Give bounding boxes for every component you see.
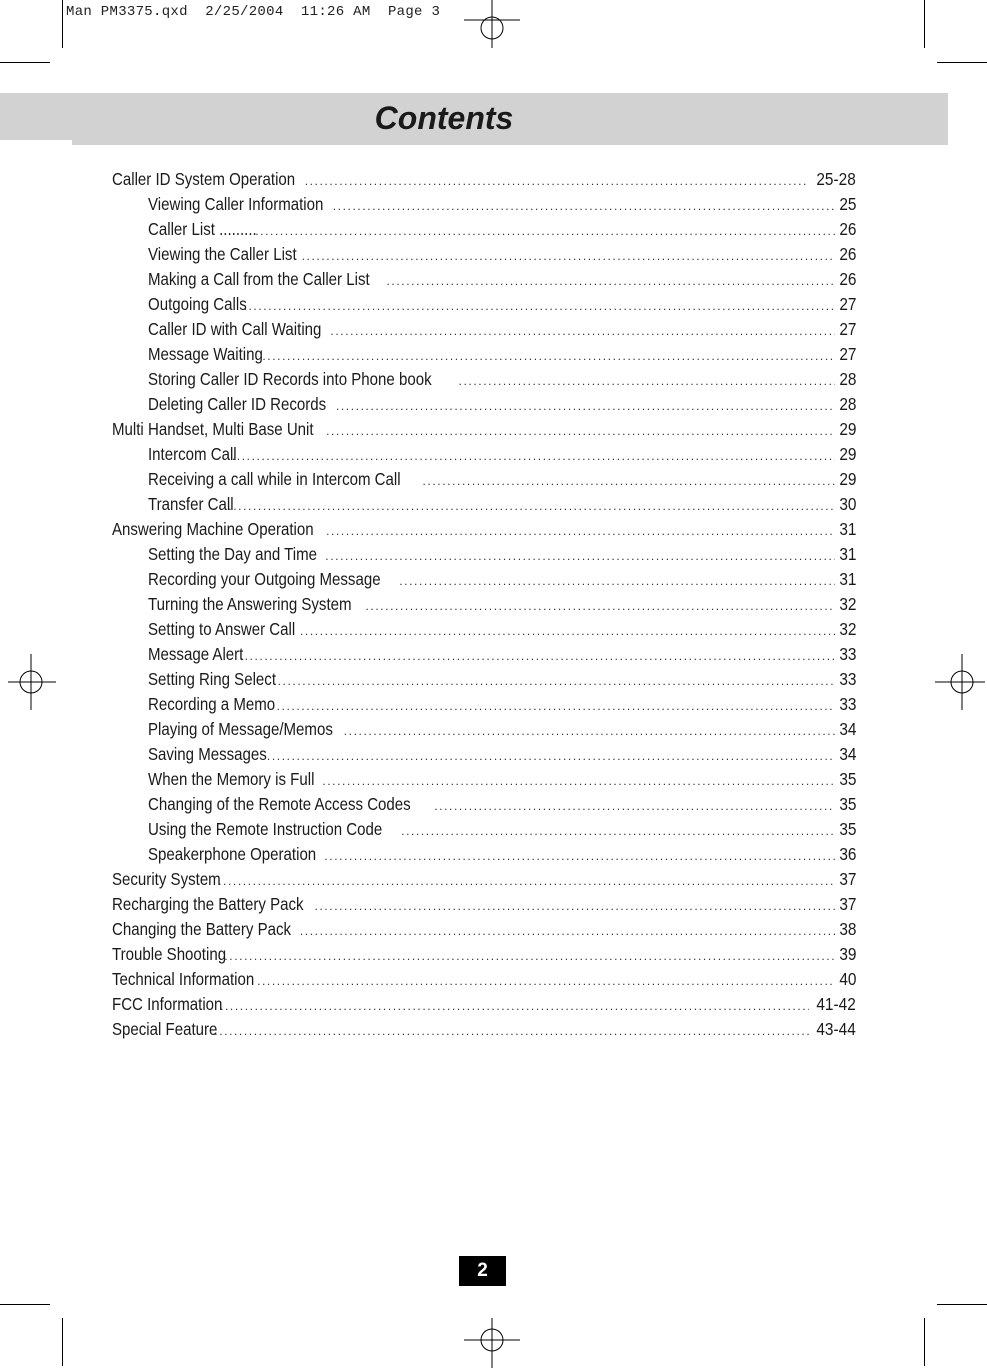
toc-subentry[interactable]	[112, 267, 856, 292]
registration-mark-icon	[935, 654, 987, 710]
toc-subentry[interactable]	[112, 742, 856, 767]
toc-entry[interactable]	[112, 942, 856, 967]
toc-entry-page: 39	[838, 944, 856, 964]
dot-leader	[330, 319, 834, 344]
toc-subentry[interactable]	[112, 242, 856, 267]
toc-subentry[interactable]	[112, 767, 856, 792]
toc-entry-page: 35	[838, 794, 856, 814]
toc-entry-page: 36	[838, 844, 856, 864]
toc-entry-page: 28	[838, 394, 856, 414]
crop-mark	[937, 1304, 987, 1305]
toc-entry-label: Transfer Call	[148, 494, 234, 514]
toc-entry-page: 33	[838, 694, 856, 714]
header-notch	[0, 140, 72, 145]
toc-entry-page: 29	[838, 444, 856, 464]
toc-entry[interactable]	[112, 892, 856, 917]
toc-entry-page: 26	[838, 269, 856, 289]
toc-subentry[interactable]	[112, 817, 856, 842]
toc-entry-page: 34	[838, 744, 856, 764]
toc-entry-label: Recording a Memo	[148, 694, 276, 714]
dot-leader	[423, 469, 835, 494]
toc-entry-label: Special Feature	[112, 1019, 218, 1039]
toc-entry-label: Caller ID System Operation	[112, 169, 296, 189]
toc-entry-page: 43-44	[816, 1019, 856, 1039]
crop-mark	[62, 0, 63, 48]
crop-mark	[924, 1318, 925, 1366]
toc-entry-label: Caller ID with Call Waiting	[148, 319, 322, 339]
toc-subentry[interactable]	[112, 192, 856, 217]
dot-leader	[244, 294, 835, 319]
dot-leader	[326, 519, 834, 544]
toc-entry-page: 26	[838, 244, 856, 264]
toc-subentry[interactable]	[112, 717, 856, 742]
toc-entry-label: FCC Information	[112, 994, 223, 1014]
toc-entry-label: Setting to Answer Call	[148, 619, 296, 639]
dot-leader	[300, 619, 835, 644]
dot-leader	[344, 719, 835, 744]
toc-subentry[interactable]	[112, 492, 856, 517]
toc-subentry[interactable]	[112, 692, 856, 717]
toc-entry-label: Playing of Message/Memos	[148, 719, 333, 739]
toc-entry-page: 33	[838, 669, 856, 689]
dot-leader	[278, 669, 835, 694]
toc-entry-page: 32	[838, 619, 856, 639]
toc-entry-label: Changing the Battery Pack	[112, 919, 292, 939]
toc-entry-label: Deleting Caller ID Records	[148, 394, 327, 414]
toc-entry[interactable]	[112, 967, 856, 992]
toc-entry[interactable]	[112, 167, 856, 192]
dot-leader	[305, 169, 810, 194]
toc-entry-page: 30	[838, 494, 856, 514]
toc-entry-label: Viewing Caller Information	[148, 194, 324, 214]
dot-leader	[262, 344, 834, 369]
toc-subentry[interactable]	[112, 792, 856, 817]
toc-entry-page: 37	[838, 869, 856, 889]
toc-entry-page: 26	[838, 219, 856, 239]
dot-leader	[324, 844, 834, 869]
dot-leader	[322, 769, 834, 794]
toc-entry-page: 28	[838, 369, 856, 389]
dot-leader	[300, 919, 835, 944]
toc-entry[interactable]	[112, 917, 856, 942]
toc-subentry[interactable]	[112, 342, 856, 367]
toc-subentry[interactable]	[112, 842, 856, 867]
toc-entry-label: Storing Caller ID Records into Phone book	[148, 369, 432, 389]
dot-leader	[326, 419, 834, 444]
toc-entry-label: Technical Information	[112, 969, 255, 989]
toc-subentry[interactable]	[112, 667, 856, 692]
toc-entry-label: Viewing the Caller List	[148, 244, 297, 264]
toc-entry-label: Turning the Answering System	[148, 594, 352, 614]
toc-entry-label: Answering Machine Operation	[112, 519, 314, 539]
toc-entry-page: 29	[838, 419, 856, 439]
toc-entry-page: 25-28	[816, 169, 856, 189]
toc-entry-page: 27	[838, 344, 856, 364]
toc-entry-label: Setting Ring Select	[148, 669, 277, 689]
dot-leader	[218, 869, 834, 894]
crop-mark	[62, 1318, 63, 1366]
toc-entry[interactable]	[112, 867, 856, 892]
toc-entry-page: 41-42	[816, 994, 856, 1014]
toc-entry-label: Recording your Outgoing Message	[148, 569, 381, 589]
toc-subentry[interactable]	[112, 217, 856, 242]
toc-entry-label: Setting the Day and Time	[148, 544, 317, 564]
toc-entry-page: 29	[838, 469, 856, 489]
dot-leader	[434, 794, 834, 819]
toc-entry-label: Outgoing Calls	[148, 294, 247, 314]
crop-mark	[937, 62, 987, 63]
dot-leader	[401, 819, 834, 844]
toc-subentry[interactable]	[112, 317, 856, 342]
toc-subentry[interactable]	[112, 292, 856, 317]
dot-leader	[277, 694, 835, 719]
toc-subentry[interactable]	[112, 567, 856, 592]
dot-leader	[333, 194, 835, 219]
toc-entry-page: 35	[838, 769, 856, 789]
dot-leader	[399, 569, 834, 594]
toc-entry-page: 33	[838, 644, 856, 664]
toc-entry-label: Using the Remote Instruction Code	[148, 819, 383, 839]
toc-entry-label: Multi Handset, Multi Base Unit	[112, 419, 314, 439]
dot-leader	[220, 994, 809, 1019]
page-number: 2	[459, 1256, 506, 1286]
toc-subentry[interactable]	[112, 642, 856, 667]
crop-mark	[0, 62, 50, 63]
toc-entry-label: Intercom Call	[148, 444, 237, 464]
page-title: Contents	[374, 100, 514, 136]
toc-subentry[interactable]	[112, 592, 856, 617]
toc-entry-page: 25	[838, 194, 856, 214]
dot-leader	[255, 219, 834, 244]
toc-entry-label: Receiving a call while in Intercom Call	[148, 469, 401, 489]
toc-entry-page: 32	[838, 594, 856, 614]
dot-leader	[240, 644, 835, 669]
dot-leader	[325, 544, 834, 569]
dot-leader	[314, 894, 834, 919]
table-of-contents	[112, 167, 856, 1042]
registration-mark-icon	[464, 1312, 520, 1368]
toc-entry-label: Message Alert	[148, 644, 244, 664]
registration-mark-icon	[464, 0, 520, 56]
toc-entry[interactable]	[112, 1017, 856, 1042]
toc-entry-label: Making a Call from the Caller List	[148, 269, 370, 289]
toc-entry-page: 31	[838, 519, 856, 539]
registration-mark-icon	[0, 654, 56, 710]
toc-entry-page: 38	[838, 919, 856, 939]
toc-subentry[interactable]	[112, 617, 856, 642]
toc-entry-page: 27	[838, 294, 856, 314]
dot-leader	[365, 594, 834, 619]
toc-entry[interactable]	[112, 517, 856, 542]
toc-subentry[interactable]	[112, 367, 856, 392]
toc-entry-label: Recharging the Battery Pack	[112, 894, 304, 914]
dot-leader	[336, 394, 835, 419]
toc-entry-page: 31	[838, 569, 856, 589]
dot-leader	[257, 969, 834, 994]
toc-entry-label: Speakerphone Operation	[148, 844, 317, 864]
toc-entry-page: 31	[838, 544, 856, 564]
toc-entry-page: 40	[838, 969, 856, 989]
toc-entry-label: Changing of the Remote Access Codes	[148, 794, 411, 814]
toc-entry-label: Message Waiting	[148, 344, 263, 364]
print-slug: Man PM3375.qxd 2/25/2004 11:26 AM Page 3	[66, 4, 441, 20]
dot-leader	[228, 494, 834, 519]
toc-subentry[interactable]	[112, 442, 856, 467]
dot-leader	[267, 744, 835, 769]
dot-leader	[232, 444, 835, 469]
toc-subentry[interactable]	[112, 467, 856, 492]
crop-mark	[924, 0, 925, 48]
dot-leader	[459, 369, 835, 394]
toc-entry-label: Security System	[112, 869, 221, 889]
toc-entry-page: 34	[838, 719, 856, 739]
toc-entry-label: Caller List .........	[148, 219, 257, 239]
dot-leader	[387, 269, 835, 294]
toc-entry-label: When the Memory is Full	[148, 769, 315, 789]
toc-entry-label: Trouble Shooting	[112, 944, 227, 964]
toc-entry[interactable]	[112, 417, 856, 442]
dot-leader	[302, 244, 835, 269]
toc-entry-page: 35	[838, 819, 856, 839]
toc-subentry[interactable]	[112, 542, 856, 567]
toc-entry-page: 37	[838, 894, 856, 914]
toc-entry-page: 27	[838, 319, 856, 339]
dot-leader	[214, 1019, 809, 1044]
crop-mark	[0, 1304, 50, 1305]
toc-entry[interactable]	[112, 992, 856, 1017]
toc-entry-label: Saving Messages	[148, 744, 267, 764]
toc-subentry[interactable]	[112, 392, 856, 417]
dot-leader	[224, 944, 834, 969]
